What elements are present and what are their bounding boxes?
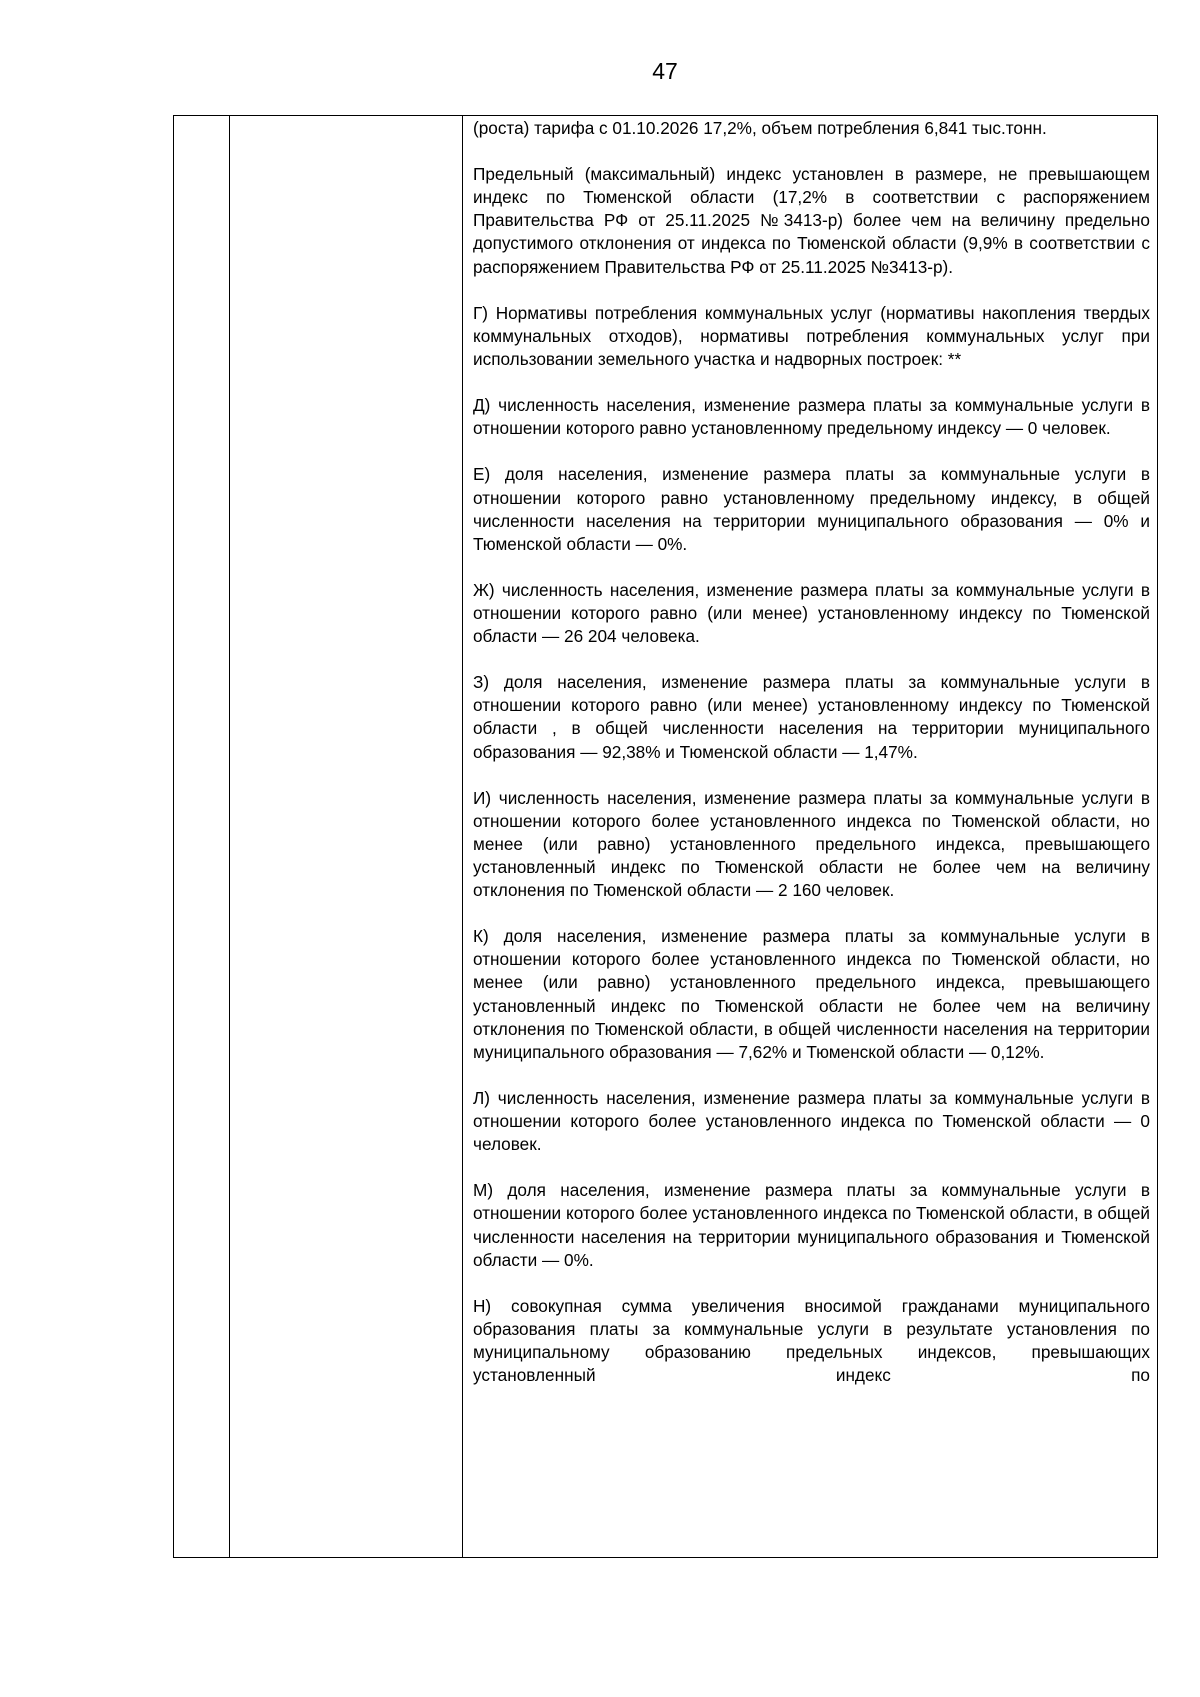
paragraph-l-population: Л) численность населения, изменение размера платы за коммунальные услуги в отношении которого более установленного индекса по Тюменской области — 0 человек. [473,1087,1150,1155]
table-text-cell [473,117,1150,1387]
paragraph-tariff-continuation: (роста) тарифа с 01.10.2026 17,2%, объем потребления 6,841 тыс.тонн. [473,118,1047,138]
paragraph-g-norms: Г) Нормативы потребления коммунальных услуг (нормативы накопления твердых коммунальных отходов), нормативы потребления коммунальных услуг при использовании земельного участка и надворных построек: ** [473,302,1150,369]
page-number: 47 [652,58,678,84]
paragraph-d-population: Д) численность населения, изменение размера платы за коммунальные услуги в отношении которого равно установленному предельному индексу — 0 человек. [473,395,1150,439]
paragraph-e-share: Е) доля населения, изменение размера платы за коммунальные услуги в отношении которого равно установленному предельному индексу, в общей численности населения на территории муниципального образования — 0% и Тюменской области — 0%. [473,464,1150,554]
paragraph-m-share: М) доля населения, изменение размера платы за коммунальные услуги в отношении которого более установленного индекса по Тюменской области, в общей численности населения на территории муниципального образования и Тюменской области — 0%. [473,1180,1150,1270]
paragraph-zh-population: Ж) численность населения, изменение размера платы за коммунальные услуги в отношении которого равно (или менее) установленному индексу по Тюменской области — 26 204 человека. [473,579,1150,647]
paragraph-max-index: Предельный (максимальный) индекс установлен в размере, не превышающем индекс по Тюменской области (17,2% в соответствии с распоряжением Правительства РФ от 25.11.2025 №3413-р) более чем на величину предельно допустимого отклонения от индекса по Тюменской области (9,9% в соответствии с распоряжением Правительства РФ от 25.11.2025 №3413-р). [473,164,1150,277]
paragraph-i-population: И) численность населения, изменение размера платы за коммунальные услуги в отношении которого более установленного индекса по Тюменской области, но менее (или равно) установленного предельного индекса, превышающего установленный индекс по Тюменской области не более чем на величину отклонения по Тюменской области — 2 160 человек. [473,787,1150,901]
table-column-divider [462,116,463,1557]
paragraph-n-total: Н) совокупная сумма увеличения вносимой гражданами муниципального образования платы за коммунальные услуги в результате установления по муниципальному образованию предельных индексов, превышающих установленный индекс по [473,1295,1150,1386]
document-table [173,115,1158,1558]
paragraph-z-share: З) доля населения, изменение размера платы за коммунальные услуги в отношении которого равно (или менее) установленному индексу по Тюменской области , в общей численности населения на территории муниципального образования — 92,38% и Тюменской области — 1,47%. [473,672,1150,762]
table-column-divider [229,116,230,1557]
paragraph-k-share: К) доля населения, изменение размера платы за коммунальные услуги в отношении которого более установленного индекса по Тюменской области, но менее (или равно) установленного предельного индекса, превышающего установленный индекс по Тюменской области не более чем на величину отклонения по Тюменской области, в общей численности населения на территории муниципального образования — 7,62% и Тюменской области — 0,12%. [473,926,1150,1062]
